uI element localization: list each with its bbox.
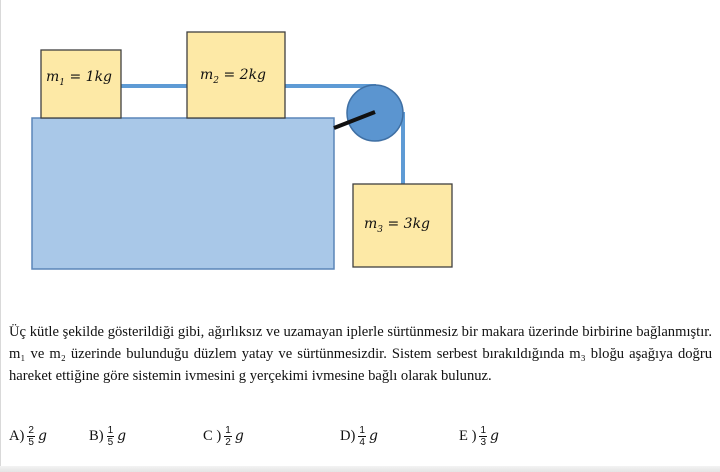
option-d-unit: g <box>368 428 378 444</box>
option-a-letter: A) <box>9 427 25 444</box>
option-e[interactable] <box>459 421 499 451</box>
option-a-unit: g <box>37 428 47 444</box>
answer-options <box>0 421 720 451</box>
option-d[interactable] <box>340 421 378 451</box>
option-c[interactable] <box>203 421 244 451</box>
page-bottom-edge <box>0 466 720 472</box>
option-e-letter: E ) <box>459 427 477 444</box>
table-surface <box>32 118 334 269</box>
option-e-unit: g <box>490 428 499 444</box>
option-d-letter: D) <box>340 427 356 444</box>
option-a[interactable] <box>9 421 47 451</box>
option-c-fraction: $\frac{1}{2}$ <box>225 424 231 448</box>
option-a-fraction: $\frac{2}{5}$ <box>28 424 34 448</box>
option-d-fraction: $\frac{1}{4}$ <box>359 424 365 448</box>
question-text: Üç kütle şekilde gösterildiği gibi, ağırlıksız ve uzamayan iplerle sürtünmesiz bir makara üzerinde birbirine bağlanmıştır. m₁ ve m₂ üzerinde bulunduğu düzlem yatay ve sürtünmesizdir. Sistem serbest bırakıldığında m₃ bloğu aşağıya doğru hareket ettiğine göre sistemin ivmesini g yerçekimi ivmesine bağlı olarak bulunuz. <box>9 324 712 384</box>
mass-m2-label: $m_2 = 2kg$ <box>200 67 267 86</box>
option-c-letter: C ) <box>203 427 222 444</box>
option-b-fraction: $\frac{1}{5}$ <box>107 424 114 448</box>
option-b[interactable] <box>89 421 126 451</box>
option-b-unit: g <box>117 428 127 444</box>
mass-m3-label: $m_3 = 3kg$ <box>364 216 431 235</box>
option-e-fraction: $\frac{1}{3}$ <box>480 424 486 448</box>
option-b-letter: B) <box>89 427 104 444</box>
mass-m1-label: $m_1 = 1kg$ <box>46 69 113 88</box>
option-c-unit: g <box>234 428 244 444</box>
